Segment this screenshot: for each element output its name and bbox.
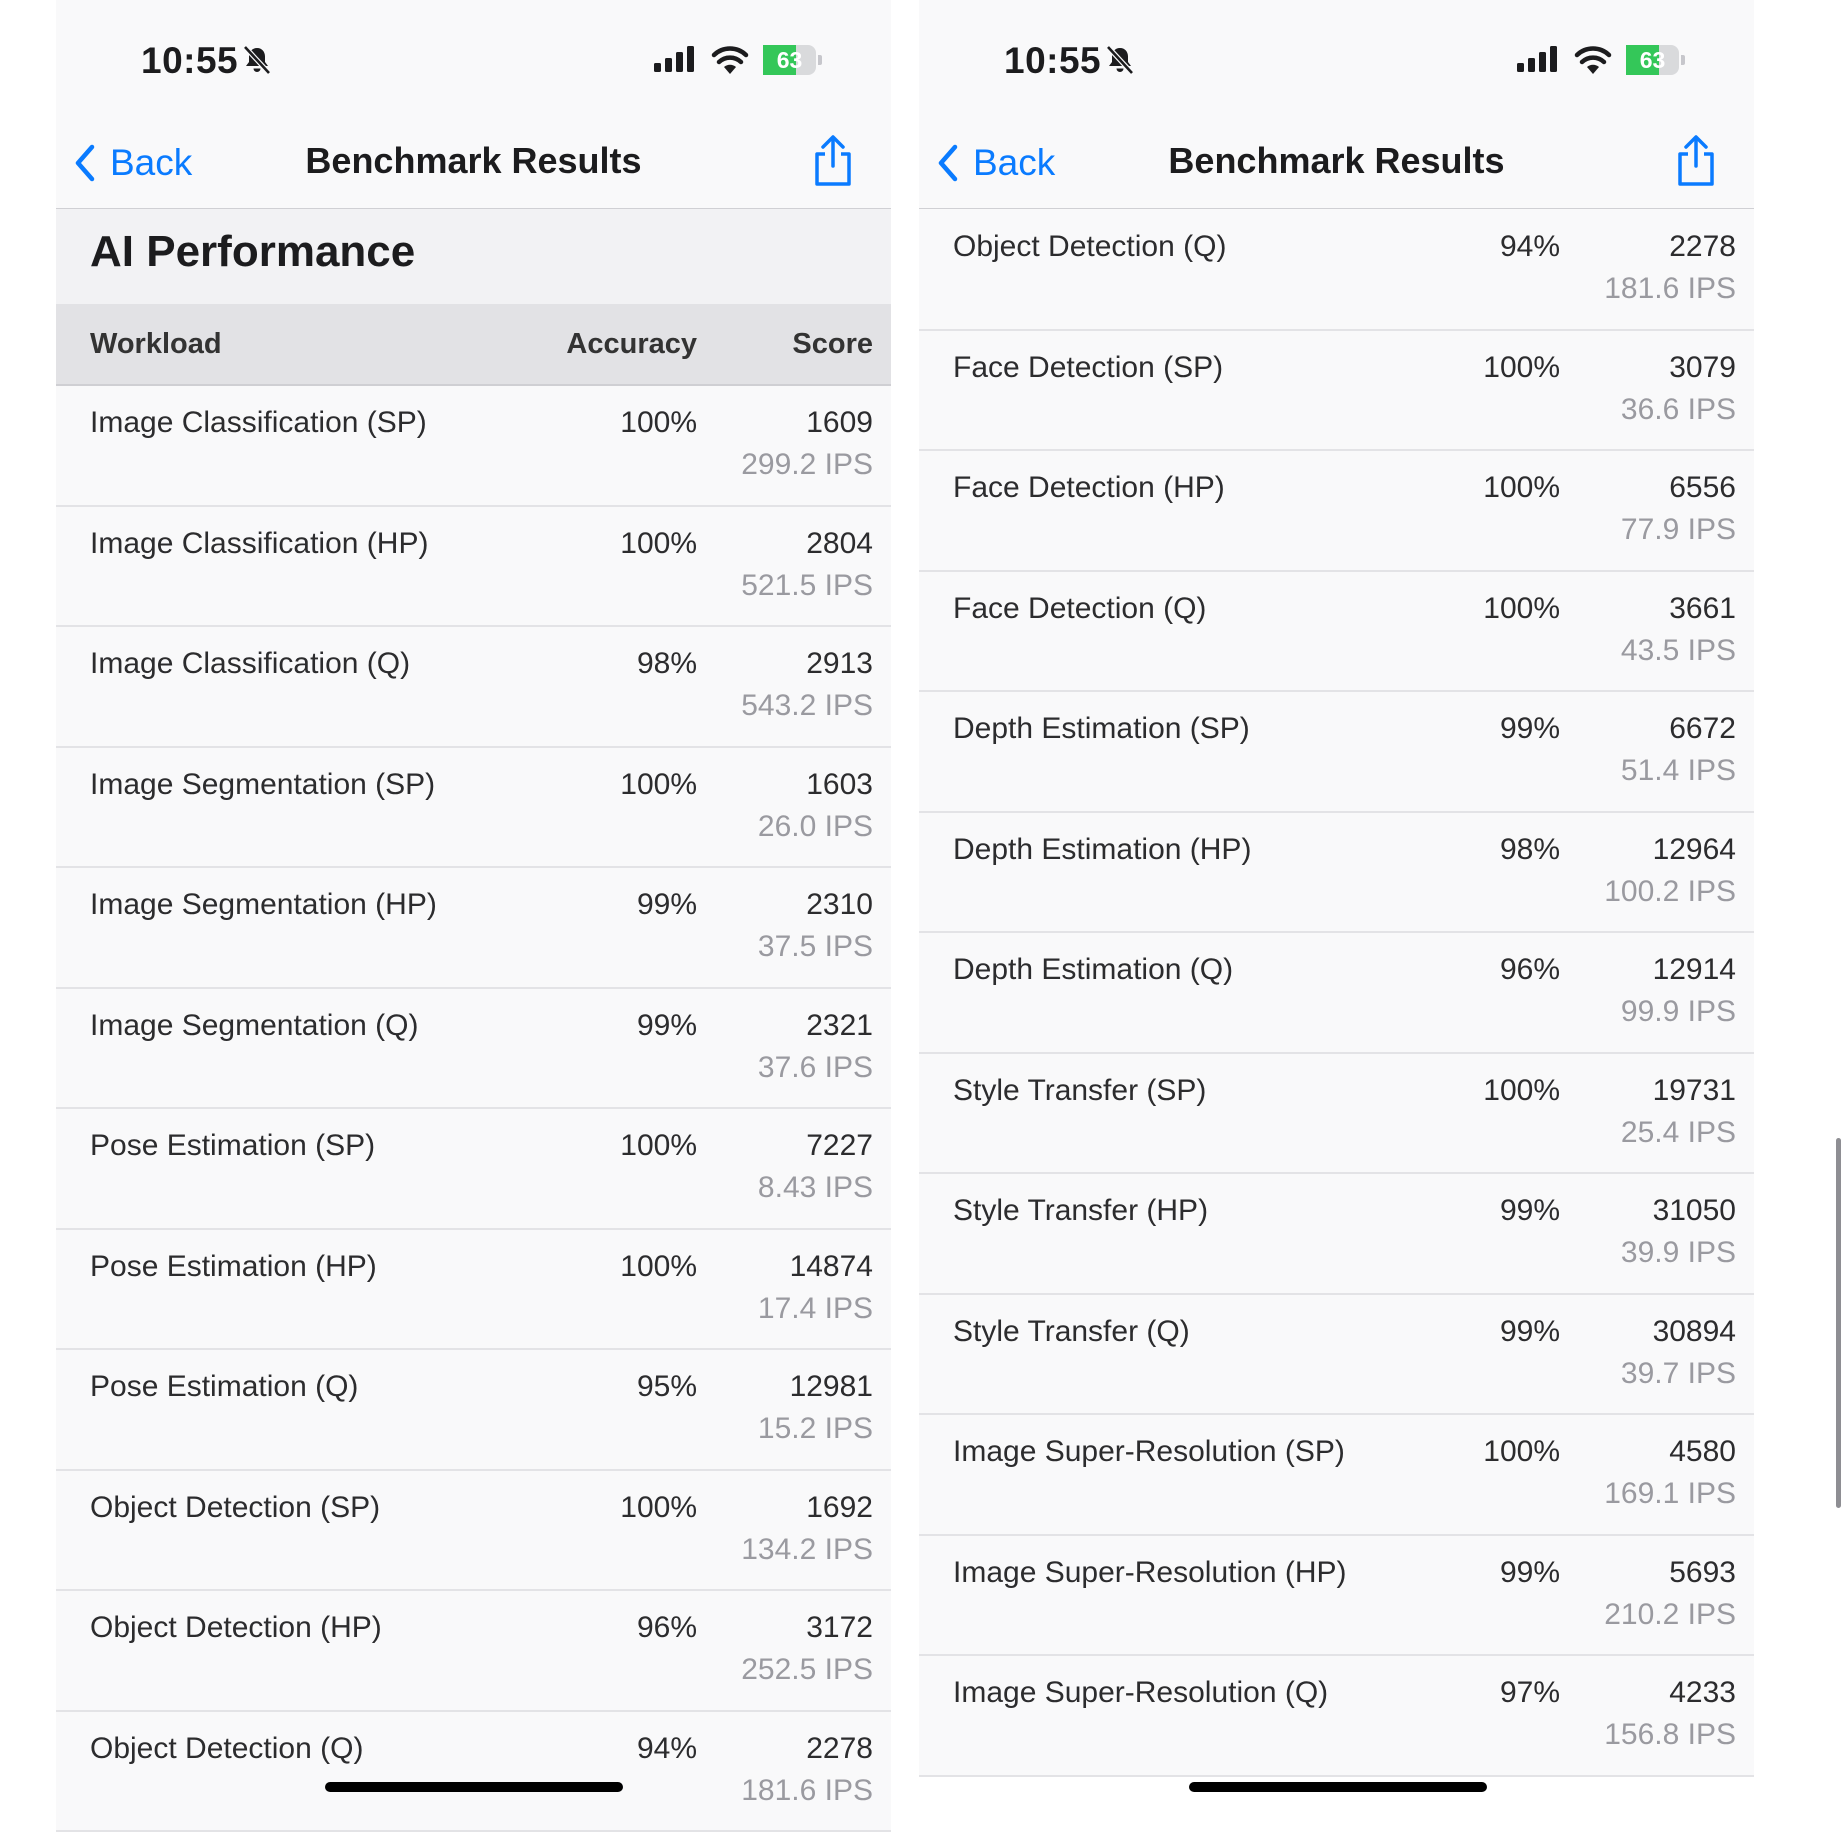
ips-cell: 39.9 IPS	[1621, 1236, 1736, 1270]
ips-cell: 100.2 IPS	[1604, 875, 1736, 909]
ips-cell: 252.5 IPS	[741, 1653, 873, 1687]
ips-cell: 181.6 IPS	[741, 1774, 873, 1808]
table-row	[919, 1415, 1754, 1536]
score-cell: 12981	[790, 1370, 873, 1404]
ips-cell: 43.5 IPS	[1621, 634, 1736, 668]
workload-cell: Style Transfer (HP)	[953, 1194, 1208, 1228]
table-row	[56, 386, 891, 507]
ips-cell: 169.1 IPS	[1604, 1477, 1736, 1511]
score-cell: 30894	[1653, 1315, 1736, 1349]
workload-cell: Depth Estimation (SP)	[953, 712, 1250, 746]
accuracy-cell: 100%	[1483, 592, 1560, 626]
accuracy-cell: 100%	[620, 1129, 697, 1163]
score-cell: 31050	[1653, 1194, 1736, 1228]
accuracy-cell: 100%	[1483, 471, 1560, 505]
ips-cell: 156.8 IPS	[1604, 1718, 1736, 1752]
header-workload: Workload	[90, 328, 222, 361]
score-cell: 2278	[1669, 230, 1736, 264]
ips-cell: 8.43 IPS	[758, 1171, 873, 1205]
ips-cell: 543.2 IPS	[741, 689, 873, 723]
battery-percentage: 63	[1626, 45, 1679, 75]
accuracy-cell: 100%	[620, 1491, 697, 1525]
table-row	[919, 813, 1754, 934]
workload-cell: Image Classification (SP)	[90, 406, 427, 440]
scrollbar[interactable]	[1836, 1138, 1841, 1508]
ips-cell: 25.4 IPS	[1621, 1116, 1736, 1150]
table-row	[56, 989, 891, 1110]
ips-cell: 15.2 IPS	[758, 1412, 873, 1446]
accuracy-cell: 100%	[620, 406, 697, 440]
status-time: 10:55	[1004, 40, 1101, 82]
accuracy-cell: 99%	[1500, 1315, 1560, 1349]
results-list	[56, 386, 891, 1832]
table-row	[56, 868, 891, 989]
score-cell: 2804	[806, 527, 873, 561]
home-indicator[interactable]	[1189, 1782, 1487, 1792]
accuracy-cell: 99%	[637, 1009, 697, 1043]
score-cell: 4580	[1669, 1435, 1736, 1469]
share-icon[interactable]	[1674, 134, 1718, 188]
score-cell: 6672	[1669, 712, 1736, 746]
table-row	[919, 1536, 1754, 1657]
ips-cell: 36.6 IPS	[1621, 393, 1736, 427]
bell-slash-icon	[1104, 44, 1136, 76]
header-accuracy: Accuracy	[566, 328, 697, 361]
accuracy-cell: 94%	[1500, 230, 1560, 264]
workload-cell: Object Detection (HP)	[90, 1611, 382, 1645]
ips-cell: 39.7 IPS	[1621, 1357, 1736, 1391]
score-cell: 1609	[806, 406, 873, 440]
table-row	[919, 1054, 1754, 1175]
score-cell: 2310	[806, 888, 873, 922]
workload-cell: Image Super-Resolution (Q)	[953, 1676, 1328, 1710]
workload-cell: Image Segmentation (Q)	[90, 1009, 419, 1043]
ips-cell: 26.0 IPS	[758, 810, 873, 844]
score-cell: 2321	[806, 1009, 873, 1043]
ips-cell: 37.6 IPS	[758, 1051, 873, 1085]
score-cell: 6556	[1669, 471, 1736, 505]
workload-cell: Face Detection (Q)	[953, 592, 1206, 626]
share-icon[interactable]	[811, 134, 855, 188]
ips-cell: 99.9 IPS	[1621, 995, 1736, 1029]
table-row	[919, 1174, 1754, 1295]
score-cell: 12964	[1653, 833, 1736, 867]
table-row	[56, 1109, 891, 1230]
workload-cell: Depth Estimation (Q)	[953, 953, 1233, 987]
section-title	[56, 209, 891, 304]
ips-cell: 181.6 IPS	[1604, 272, 1736, 306]
accuracy-cell: 99%	[1500, 1556, 1560, 1590]
score-cell: 3661	[1669, 592, 1736, 626]
score-cell: 19731	[1653, 1074, 1736, 1108]
table-row	[56, 627, 891, 748]
accuracy-cell: 100%	[620, 1250, 697, 1284]
ips-cell: 210.2 IPS	[1604, 1598, 1736, 1632]
status-bar	[919, 0, 1754, 120]
workload-cell: Image Super-Resolution (HP)	[953, 1556, 1347, 1590]
battery-icon	[1626, 45, 1686, 75]
cellular-signal-icon	[654, 46, 696, 72]
ips-cell: 77.9 IPS	[1621, 513, 1736, 547]
table-row	[919, 933, 1754, 1054]
phone-screen-right	[919, 0, 1754, 1738]
table-row	[56, 1712, 891, 1832]
table-row	[56, 1591, 891, 1712]
workload-cell: Style Transfer (Q)	[953, 1315, 1190, 1349]
accuracy-cell: 98%	[1500, 833, 1560, 867]
status-time: 10:55	[141, 40, 238, 82]
accuracy-cell: 99%	[1500, 712, 1560, 746]
table-row	[919, 210, 1754, 331]
accuracy-cell: 100%	[1483, 351, 1560, 385]
accuracy-cell: 100%	[1483, 1435, 1560, 1469]
workload-cell: Pose Estimation (HP)	[90, 1250, 377, 1284]
workload-cell: Pose Estimation (SP)	[90, 1129, 375, 1163]
score-cell: 1603	[806, 768, 873, 802]
table-row	[919, 572, 1754, 693]
table-row	[919, 692, 1754, 813]
score-cell: 1692	[806, 1491, 873, 1525]
workload-cell: Pose Estimation (Q)	[90, 1370, 358, 1404]
table-row	[919, 1295, 1754, 1416]
accuracy-cell: 100%	[620, 527, 697, 561]
back-label: Back	[110, 142, 192, 184]
table-row	[56, 1471, 891, 1592]
workload-cell: Object Detection (Q)	[953, 230, 1226, 264]
score-cell: 2913	[806, 647, 873, 681]
score-cell: 5693	[1669, 1556, 1736, 1590]
workload-cell: Face Detection (HP)	[953, 471, 1225, 505]
score-cell: 12914	[1653, 953, 1736, 987]
workload-cell: Object Detection (Q)	[90, 1732, 363, 1766]
navigation-bar	[56, 120, 891, 209]
score-cell: 2278	[806, 1732, 873, 1766]
bell-slash-icon	[241, 44, 273, 76]
results-list	[919, 210, 1754, 1777]
workload-cell: Image Segmentation (HP)	[90, 888, 437, 922]
score-cell: 3079	[1669, 351, 1736, 385]
workload-cell: Image Super-Resolution (SP)	[953, 1435, 1345, 1469]
table-row	[56, 1230, 891, 1351]
score-cell: 7227	[806, 1129, 873, 1163]
accuracy-cell: 96%	[1500, 953, 1560, 987]
accuracy-cell: 100%	[1483, 1074, 1560, 1108]
score-cell: 4233	[1669, 1676, 1736, 1710]
accuracy-cell: 98%	[637, 647, 697, 681]
accuracy-cell: 96%	[637, 1611, 697, 1645]
battery-icon	[763, 45, 823, 75]
accuracy-cell: 100%	[620, 768, 697, 802]
header-score: Score	[792, 328, 873, 361]
table-row	[919, 331, 1754, 452]
table-header	[56, 304, 891, 386]
accuracy-cell: 94%	[637, 1732, 697, 1766]
accuracy-cell: 97%	[1500, 1676, 1560, 1710]
cellular-signal-icon	[1517, 46, 1559, 72]
workload-cell: Image Classification (Q)	[90, 647, 410, 681]
table-row	[919, 451, 1754, 572]
ips-cell: 37.5 IPS	[758, 930, 873, 964]
ips-cell: 17.4 IPS	[758, 1292, 873, 1326]
battery-percentage: 63	[763, 45, 816, 75]
page-title: Benchmark Results	[919, 140, 1754, 182]
accuracy-cell: 95%	[637, 1370, 697, 1404]
table-row	[56, 1350, 891, 1471]
wifi-icon	[1574, 44, 1612, 74]
phone-screen-left	[56, 0, 891, 1738]
wifi-icon	[711, 44, 749, 74]
table-row	[56, 507, 891, 628]
back-label: Back	[973, 142, 1055, 184]
page-title: Benchmark Results	[56, 140, 891, 182]
ips-cell: 134.2 IPS	[741, 1533, 873, 1567]
workload-cell: Object Detection (SP)	[90, 1491, 380, 1525]
ips-cell: 51.4 IPS	[1621, 754, 1736, 788]
ips-cell: 299.2 IPS	[741, 448, 873, 482]
section-title-text: AI Performance	[90, 227, 415, 277]
workload-cell: Face Detection (SP)	[953, 351, 1223, 385]
accuracy-cell: 99%	[1500, 1194, 1560, 1228]
home-indicator[interactable]	[325, 1782, 623, 1792]
table-row	[919, 1656, 1754, 1777]
table-row	[56, 748, 891, 869]
workload-cell: Depth Estimation (HP)	[953, 833, 1251, 867]
workload-cell: Style Transfer (SP)	[953, 1074, 1206, 1108]
score-cell: 14874	[790, 1250, 873, 1284]
status-bar	[56, 0, 891, 120]
ips-cell: 521.5 IPS	[741, 569, 873, 603]
score-cell: 3172	[806, 1611, 873, 1645]
workload-cell: Image Classification (HP)	[90, 527, 428, 561]
navigation-bar	[919, 120, 1754, 209]
workload-cell: Image Segmentation (SP)	[90, 768, 435, 802]
accuracy-cell: 99%	[637, 888, 697, 922]
